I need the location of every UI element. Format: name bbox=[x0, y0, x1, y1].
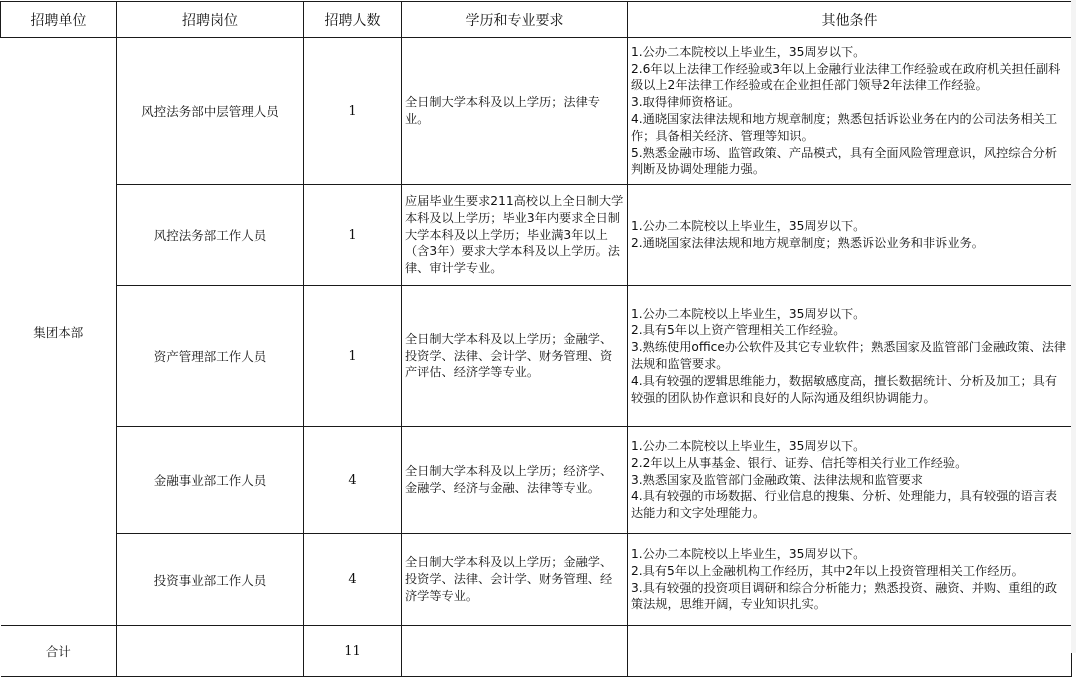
conditions-cell bbox=[628, 185, 1072, 286]
condition-item: 4.具有较强的逻辑思维能力，数据敏感度高，擅长数据统计、分析及加工；具有较强的团队协作意识和良好的人际沟通及组织协调能力。 bbox=[631, 373, 1058, 405]
condition-item: 2.具有5年以上金融机构工作经历，其中2年以上投资管理相关工作经历。 bbox=[631, 563, 1024, 578]
condition-item: 4.通晓国家法律法规和地方规章制度；熟悉包括诉讼业务在内的公司法务相关工作；具备相关经济、管理等知识。 bbox=[631, 112, 1058, 143]
header-count: 招聘人数 bbox=[304, 2, 402, 38]
table-row bbox=[1, 185, 1072, 286]
table-row bbox=[1, 38, 1072, 185]
position-cell: 风控法务部工作人员 bbox=[117, 185, 304, 286]
condition-item: 3.取得律师资格证。 bbox=[631, 95, 741, 110]
count-cell: 1 bbox=[304, 38, 402, 185]
table-row bbox=[1, 427, 1072, 534]
condition-item: 1.公办二本院校以上毕业生，35周岁以下。 bbox=[631, 306, 866, 321]
total-label: 合计 bbox=[1, 626, 117, 677]
condition-item: 1.公办二本院校以上毕业生，35周岁以下。 bbox=[631, 219, 866, 234]
conditions-cell bbox=[628, 286, 1072, 427]
position-cell: 资产管理部工作人员 bbox=[117, 286, 304, 427]
total-conditions bbox=[628, 626, 1072, 677]
total-position bbox=[117, 626, 304, 677]
education-cell: 全日制大学本科及以上学历；经济学、金融学、经济与金融、法律等专业。 bbox=[402, 427, 628, 534]
total-education bbox=[402, 626, 628, 677]
condition-item: 5.熟悉金融市场、监管政策、产品模式，具有全面风险管理意识，风控综合分析判断及协调处理能力强。 bbox=[631, 145, 1058, 177]
position-cell: 风控法务部中层管理人员 bbox=[117, 38, 304, 185]
total-row bbox=[1, 626, 1072, 677]
header-conditions: 其他条件 bbox=[628, 2, 1072, 38]
condition-item: 1.公办二本院校以上毕业生，35周岁以下。 bbox=[631, 439, 866, 453]
count-cell: 1 bbox=[304, 185, 402, 286]
count-cell: 4 bbox=[304, 534, 402, 626]
condition-item: 3.熟悉国家及监管部门金融政策、法律法规和监管要求 bbox=[631, 472, 923, 487]
condition-item: 4.具有较强的市场数据、行业信息的搜集、分析、处理能力，具有较强的语言表达能力和文字处理能力。 bbox=[631, 489, 1058, 521]
condition-item: 1.公办二本院校以上毕业生，35周岁以下。 bbox=[631, 44, 866, 59]
total-count: 11 bbox=[304, 626, 402, 677]
education-cell: 应届毕业生要求211高校以上全日制大学本科及以上学历；毕业3年内要求全日制大学本科及以上学历；毕业满3年以上（含3年）要求大学本科及以上学历。法律、审计学专业。 bbox=[402, 185, 628, 286]
header-unit: 招聘单位 bbox=[1, 2, 117, 38]
conditions-cell bbox=[628, 534, 1072, 626]
condition-item: 2.具有5年以上资产管理相关工作经验。 bbox=[631, 323, 846, 338]
table-header-row bbox=[1, 2, 1072, 38]
header-position: 招聘岗位 bbox=[117, 2, 304, 38]
count-cell: 1 bbox=[304, 286, 402, 427]
table-row bbox=[1, 534, 1072, 626]
count-cell: 4 bbox=[304, 427, 402, 534]
unit-cell: 集团本部 bbox=[1, 38, 117, 626]
condition-item: 2.通晓国家法律法规和地方规章制度；熟悉诉讼业务和非诉业务。 bbox=[631, 236, 984, 250]
condition-item: 3.熟练使用office办公软件及其它专业软件；熟悉国家及监管部门金融政策、法律法规和监管要求。 bbox=[631, 340, 1067, 371]
header-education: 学历和专业要求 bbox=[402, 2, 628, 38]
conditions-cell bbox=[628, 427, 1072, 534]
education-cell: 全日制大学本科及以上学历；金融学、投资学、法律、会计学、财务管理、资产评估、经济学等专业。 bbox=[402, 286, 628, 427]
education-cell: 全日制大学本科及以上学历；法律专业。 bbox=[402, 38, 628, 185]
condition-item: 3.具有较强的投资项目调研和综合分析能力；熟悉投资、融资、并购、重组的政策法规，思维开阔，专业知识扎实。 bbox=[631, 580, 1058, 612]
condition-item: 1.公办二本院校以上毕业生，35周岁以下。 bbox=[631, 546, 866, 561]
condition-item: 2.2年以上从事基金、银行、证券、信托等相关行业工作经验。 bbox=[631, 455, 968, 470]
recruitment-table bbox=[0, 1, 1072, 677]
page-right-margin bbox=[1071, 0, 1076, 653]
position-cell: 投资事业部工作人员 bbox=[117, 534, 304, 626]
education-cell: 全日制大学本科及以上学历；金融学、投资学、法律、会计学、财务管理、经济学等专业。 bbox=[402, 534, 628, 626]
position-cell: 金融事业部工作人员 bbox=[117, 427, 304, 534]
condition-item: 2.6年以上法律工作经验或3年以上金融行业法律工作经验或在政府机关担任副科级以上2年法律工作经验或在企业担任部门领导2年法律工作经验。 bbox=[631, 61, 1061, 93]
conditions-cell bbox=[628, 38, 1072, 185]
table-row bbox=[1, 286, 1072, 427]
